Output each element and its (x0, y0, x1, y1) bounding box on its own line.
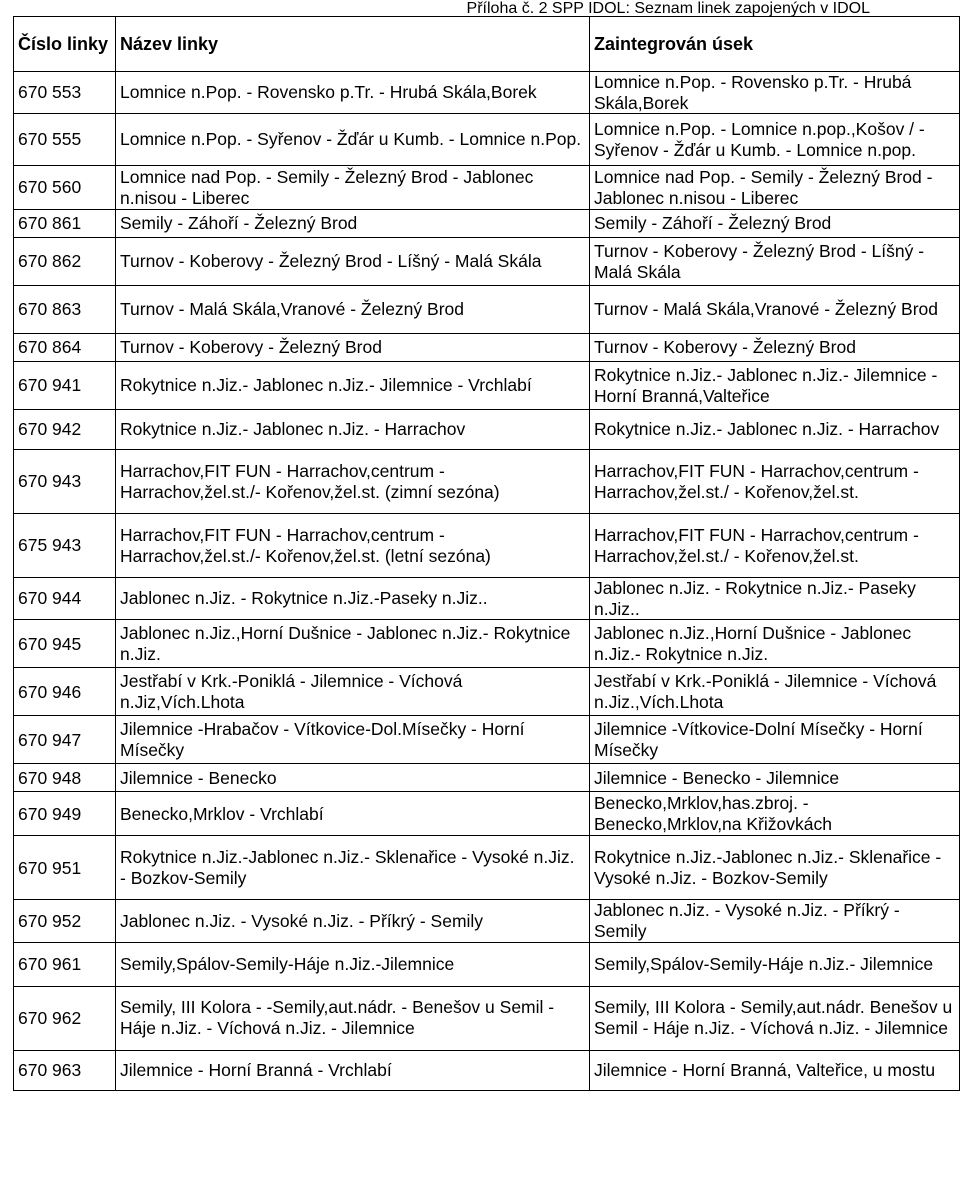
line-number: 670 862 (14, 238, 116, 286)
line-name: Harrachov,FIT FUN - Harrachov,centrum - Harrachov,žel.st./- Kořenov,žel.st. (letní sezóna) (116, 514, 590, 578)
table-row (14, 986, 960, 1050)
line-number: 670 949 (14, 792, 116, 836)
table-row (14, 114, 960, 166)
integrated-section: Rokytnice n.Jiz.-Jablonec n.Jiz.- Sklenařice - Vysoké n.Jiz. - Bozkov-Semily (590, 836, 960, 900)
integrated-section: Lomnice nad Pop. - Semily - Železný Brod - Jablonec n.nisou - Liberec (590, 166, 960, 210)
column-header-name: Název linky (116, 17, 590, 72)
line-name: Jablonec n.Jiz. - Vysoké n.Jiz. - Příkrý - Semily (116, 900, 590, 942)
line-name: Turnov - Koberovy - Železný Brod (116, 334, 590, 362)
line-name: Turnov - Malá Skála,Vranové - Železný Brod (116, 286, 590, 334)
line-name: Jilemnice - Horní Branná - Vrchlabí (116, 1050, 590, 1090)
table-row (14, 792, 960, 836)
table-row (14, 238, 960, 286)
table-row (14, 668, 960, 716)
integrated-section: Harrachov,FIT FUN - Harrachov,centrum - Harrachov,žel.st./ - Kořenov,žel.st. (590, 450, 960, 514)
line-name: Semily - Záhoří - Železný Brod (116, 210, 590, 238)
line-name: Jilemnice - Benecko (116, 764, 590, 792)
line-number: 670 946 (14, 668, 116, 716)
line-name: Lomnice n.Pop. - Rovensko p.Tr. - Hrubá Skála,Borek (116, 72, 590, 114)
integrated-section: Semily - Záhoří - Železný Brod (590, 210, 960, 238)
line-number: 670 555 (14, 114, 116, 166)
line-name: Semily,Spálov-Semily-Háje n.Jiz.-Jilemnice (116, 942, 590, 986)
table-header-row (14, 17, 960, 72)
line-number: 670 560 (14, 166, 116, 210)
attachment-caption: Příloha č. 2 SPP IDOL: Seznam linek zapojených v IDOL (466, 0, 870, 17)
line-name: Turnov - Koberovy - Železný Brod - Líšný - Malá Skála (116, 238, 590, 286)
integrated-section: Lomnice n.Pop. - Rovensko p.Tr. - Hrubá Skála,Borek (590, 72, 960, 114)
column-header-section: Zaintegrován úsek (590, 17, 960, 72)
line-name: Rokytnice n.Jiz.-Jablonec n.Jiz.- Sklenařice - Vysoké n.Jiz. - Bozkov-Semily (116, 836, 590, 900)
line-number: 670 947 (14, 716, 116, 764)
table-row (14, 578, 960, 620)
table-row (14, 166, 960, 210)
integrated-section: Turnov - Koberovy - Železný Brod - Líšný - Malá Skála (590, 238, 960, 286)
line-number: 670 941 (14, 362, 116, 410)
line-number: 670 864 (14, 334, 116, 362)
line-number: 670 951 (14, 836, 116, 900)
table-row (14, 210, 960, 238)
table-row (14, 286, 960, 334)
line-number: 670 553 (14, 72, 116, 114)
table-row (14, 716, 960, 764)
line-name: Semily, III Kolora - -Semily,aut.nádr. - Benešov u Semil - Háje n.Jiz. - Víchová n.Jiz. - Jilemnice (116, 986, 590, 1050)
line-number: 670 863 (14, 286, 116, 334)
integrated-section: Harrachov,FIT FUN - Harrachov,centrum - Harrachov,žel.st./ - Kořenov,žel.st. (590, 514, 960, 578)
table-row (14, 764, 960, 792)
line-number: 670 961 (14, 942, 116, 986)
line-name: Harrachov,FIT FUN - Harrachov,centrum - Harrachov,žel.st./- Kořenov,žel.st. (zimní sezóna) (116, 450, 590, 514)
integrated-section: Jilemnice - Benecko - Jilemnice (590, 764, 960, 792)
integrated-section: Jilemnice - Horní Branná, Valteřice, u mostu (590, 1050, 960, 1090)
table-row (14, 1050, 960, 1090)
table-row (14, 72, 960, 114)
line-number: 670 962 (14, 986, 116, 1050)
integrated-section: Turnov - Koberovy - Železný Brod (590, 334, 960, 362)
line-name: Jestřabí v Krk.-Poniklá - Jilemnice - Víchová n.Jiz,Vích.Lhota (116, 668, 590, 716)
integrated-section: Benecko,Mrklov,has.zbroj. - Benecko,Mrklov,na Křižovkách (590, 792, 960, 836)
line-number: 670 944 (14, 578, 116, 620)
line-name: Benecko,Mrklov - Vrchlabí (116, 792, 590, 836)
line-name: Jablonec n.Jiz. - Rokytnice n.Jiz.-Paseky n.Jiz.. (116, 578, 590, 620)
integrated-section: Semily,Spálov-Semily-Háje n.Jiz.- Jilemnice (590, 942, 960, 986)
line-name: Jilemnice -Hrabačov - Vítkovice-Dol.Mísečky - Horní Mísečky (116, 716, 590, 764)
integrated-section: Semily, III Kolora - Semily,aut.nádr. Benešov u Semil - Háje n.Jiz. - Víchová n.Jiz. - Jilemnice (590, 986, 960, 1050)
line-name: Lomnice nad Pop. - Semily - Železný Brod - Jablonec n.nisou - Liberec (116, 166, 590, 210)
line-number: 675 943 (14, 514, 116, 578)
line-number: 670 943 (14, 450, 116, 514)
integrated-section: Lomnice n.Pop. - Lomnice n.pop.,Košov / - Syřenov - Žďár u Kumb. - Lomnice n.pop. (590, 114, 960, 166)
table-row (14, 362, 960, 410)
line-name: Rokytnice n.Jiz.- Jablonec n.Jiz.- Jilemnice - Vrchlabí (116, 362, 590, 410)
line-name: Jablonec n.Jiz.,Horní Dušnice - Jablonec n.Jiz.- Rokytnice n.Jiz. (116, 620, 590, 668)
lines-table (13, 16, 960, 1091)
table-row (14, 942, 960, 986)
table-row (14, 620, 960, 668)
table-row (14, 410, 960, 450)
line-number: 670 963 (14, 1050, 116, 1090)
integrated-section: Rokytnice n.Jiz.- Jablonec n.Jiz.- Jilemnice - Horní Branná,Valteřice (590, 362, 960, 410)
line-number: 670 948 (14, 764, 116, 792)
line-name: Lomnice n.Pop. - Syřenov - Žďár u Kumb. - Lomnice n.Pop. (116, 114, 590, 166)
table-row (14, 514, 960, 578)
integrated-section: Jablonec n.Jiz. - Rokytnice n.Jiz.- Paseky n.Jiz.. (590, 578, 960, 620)
integrated-section: Jestřabí v Krk.-Poniklá - Jilemnice - Víchová n.Jiz.,Vích.Lhota (590, 668, 960, 716)
table-row (14, 334, 960, 362)
integrated-section: Rokytnice n.Jiz.- Jablonec n.Jiz. - Harrachov (590, 410, 960, 450)
line-name: Rokytnice n.Jiz.- Jablonec n.Jiz. - Harrachov (116, 410, 590, 450)
table-body (14, 72, 960, 1091)
integrated-section: Jilemnice -Vítkovice-Dolní Mísečky - Horní Mísečky (590, 716, 960, 764)
integrated-section: Jablonec n.Jiz. - Vysoké n.Jiz. - Příkrý - Semily (590, 900, 960, 942)
line-number: 670 942 (14, 410, 116, 450)
table-row (14, 836, 960, 900)
line-number: 670 861 (14, 210, 116, 238)
line-number: 670 952 (14, 900, 116, 942)
integrated-section: Turnov - Malá Skála,Vranové - Železný Brod (590, 286, 960, 334)
integrated-section: Jablonec n.Jiz.,Horní Dušnice - Jablonec n.Jiz.- Rokytnice n.Jiz. (590, 620, 960, 668)
table-row (14, 900, 960, 942)
column-header-number: Číslo linky (14, 17, 116, 72)
table-row (14, 450, 960, 514)
line-number: 670 945 (14, 620, 116, 668)
